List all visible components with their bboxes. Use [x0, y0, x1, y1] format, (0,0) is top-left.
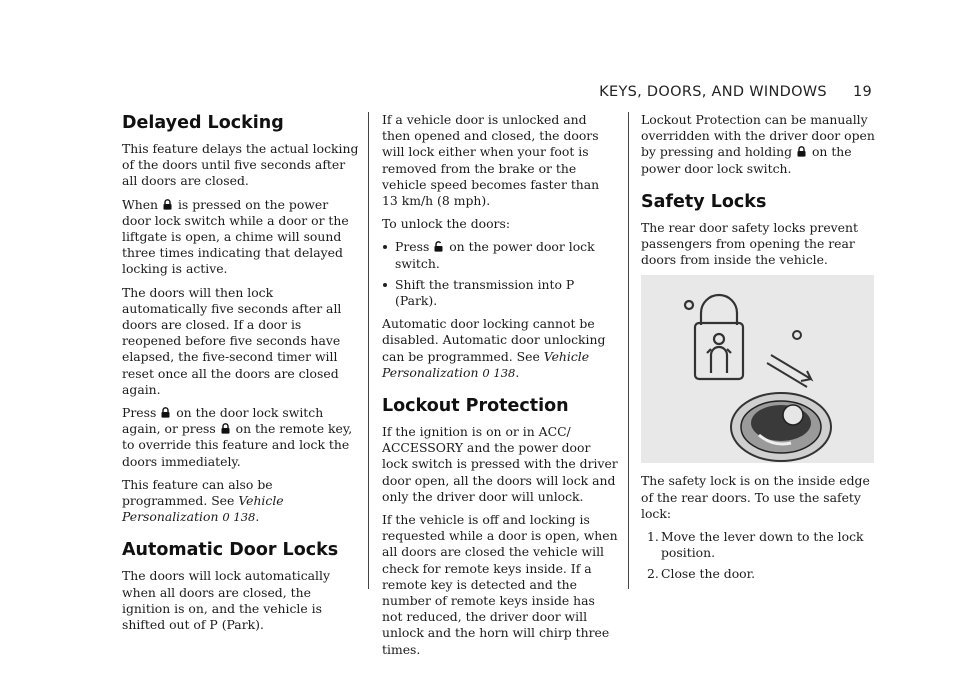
text: is pressed on the power door lock switch while a door or the liftgate is open, a chime will sound three times indicating that delayed locking is active. — [122, 196, 349, 277]
heading-delayed-locking: Delayed Locking — [122, 113, 284, 133]
text: on the remote key, to override this feature and lock the doors immediately. — [122, 421, 353, 469]
step-item — [641, 529, 877, 561]
step-number: 1. — [647, 529, 659, 545]
lock-lever — [731, 393, 831, 461]
unlock-list — [382, 239, 618, 309]
text: Lockout Protection can be manually overridden with the driver door open by pressing and holding — [641, 112, 875, 160]
page-reference[interactable]: 0 138 — [222, 510, 256, 525]
paragraph — [641, 112, 877, 177]
text: on the power door lock switch. — [641, 144, 852, 176]
safety-lock-steps — [641, 529, 877, 583]
direction-arrow — [767, 331, 811, 387]
child-lock-symbol — [685, 295, 743, 379]
lock-icon — [163, 199, 172, 210]
page-header — [0, 84, 872, 106]
cross-reference-link[interactable]: Vehicle Personalization — [122, 493, 284, 525]
paragraph: Automatic door locking cannot be disabled. Automatic door unlocking can be programmed. See Vehicle Personalization 0 138. — [382, 316, 606, 380]
heading-automatic-door-locks: Automatic Door Locks — [122, 540, 339, 561]
text: When — [122, 196, 159, 212]
step-number: 2. — [647, 566, 659, 582]
text: Automatic door locking cannot be disabled. Automatic door unlocking can be programmed. See — [382, 316, 606, 364]
step-item — [641, 566, 877, 582]
paragraph: To unlock the doors: — [382, 216, 511, 232]
column-1 — [122, 112, 360, 640]
paragraph — [122, 405, 360, 470]
safety-lock-illustration — [641, 275, 874, 463]
page-reference[interactable]: 0 138 — [482, 365, 516, 380]
step-text: Close the door. — [661, 566, 756, 582]
paragraph: This feature delays the actual locking of the doors until five seconds after all doors are closed. — [122, 141, 359, 189]
column-3 — [641, 112, 877, 588]
paragraph: This feature can also be programmed. See Vehicle Personalization 0 138. — [122, 476, 284, 525]
lock-icon — [797, 146, 806, 157]
lock-icon — [161, 407, 170, 418]
child-lock-diagram — [641, 275, 874, 463]
page-number: 19 — [852, 84, 872, 100]
text: on the door lock switch again, or press — [122, 405, 324, 437]
unlock-icon — [434, 241, 443, 252]
paragraph: The doors will then lock automatically five seconds after all doors are closed. If a door is reopened before five seconds have elapsed, the five-second timer will reset once all the doors are closed again. — [122, 284, 342, 397]
text: This feature can also be programmed. See — [122, 476, 273, 509]
lock-icon — [221, 423, 230, 434]
text: Press — [122, 405, 157, 421]
list-item: Shift the transmission into P (Park). — [382, 277, 618, 309]
paragraph: If the ignition is on or in ACC/ ACCESSORY and the power door lock switch is pressed with the driver door open, all the doors will lock and only the driver door will unlock. — [382, 424, 618, 504]
paragraph: The safety lock is on the inside edge of the rear doors. To use the safety lock: — [641, 473, 870, 521]
text: Press — [395, 239, 430, 255]
heading-lockout-protection: Lockout Protection — [382, 396, 569, 417]
text: on the power door lock switch. — [395, 239, 595, 271]
paragraph: If a vehicle door is unlocked and then opened and closed, the doors will lock either when your foot is removed from the brake or the vehicle speed becomes faster than 13 km/h (8 mph). — [382, 112, 600, 209]
paragraph: The doors will lock automatically when all doors are closed, the ignition is on, and the vehicle is shifted out of P (Park). — [122, 568, 330, 633]
section-title: KEYS, DOORS, AND WINDOWS — [599, 84, 827, 100]
cross-reference-link[interactable]: Vehicle Personalization — [382, 348, 590, 380]
column-2 — [382, 112, 618, 665]
paragraph: If the vehicle is off and locking is requested while a door is open, when all doors are closed the vehicle will check for remote keys inside. If a remote key is detected and the number of remote keys inside has not reduced, the driver door will unlock and the horn will chirp three times. — [382, 512, 618, 657]
paragraph — [122, 197, 360, 278]
step-text: Move the lever down to the lock position. — [661, 529, 864, 561]
column-divider — [628, 112, 629, 589]
paragraph: The rear door safety locks prevent passengers from opening the rear doors from inside the vehicle. — [641, 219, 858, 268]
column-divider — [368, 112, 369, 589]
heading-safety-locks: Safety Locks — [641, 191, 767, 212]
list-item — [382, 239, 618, 271]
